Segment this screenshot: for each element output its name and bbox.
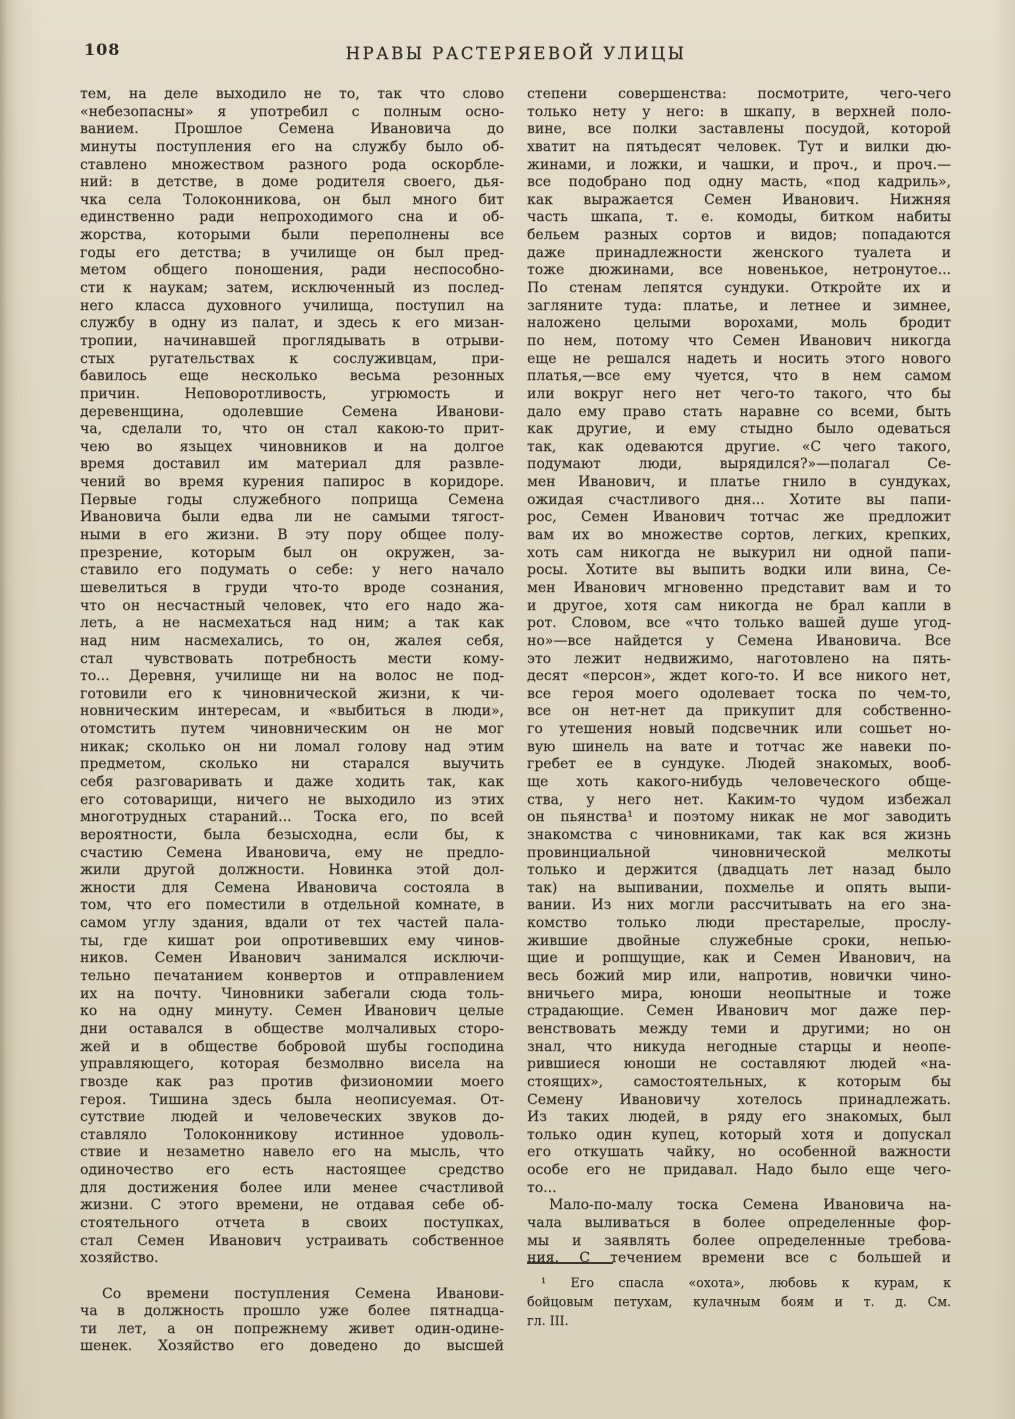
footnote (527, 1262, 951, 1330)
text-line: все подобрано под одну масть, «под кадриль», (527, 174, 951, 191)
text-line: го утешения новый подсвечник или сошьет но- (527, 721, 951, 738)
text-line: ставлено множеством разного рода оскорбле- (80, 156, 504, 173)
text-line: него класса духовного училища, поступил на (80, 297, 504, 314)
text-line: их на почту. Чиновники забегали сюда толь- (80, 985, 504, 1002)
text-line: жорства, которыми были переполнены все (80, 227, 504, 244)
text-line: мы и заявлять более определенные требова- (527, 1232, 951, 1249)
text-line: том, что его поместили в отдельной комнате, в (80, 897, 504, 914)
paragraph (80, 86, 504, 1268)
text-line: особе его не придавал. Надо было еще чего- (527, 1162, 951, 1179)
text-line: никак; сколько он ни ломал голову над этим (80, 738, 504, 755)
text-line: десят «персон», ждет кого-то. И все никого нет, (527, 668, 951, 685)
text-line: бавилось еще несколько весьма резонных (80, 368, 504, 385)
text-line: гвозде как раз против физиономии моего (80, 1073, 504, 1090)
text-line: тельно печатанием конвертов и отправлением (80, 968, 504, 985)
text-line: Первые годы служебного поприща Семена (80, 491, 504, 508)
text-line: новническим интересам, и «выбиться в люди», (80, 703, 504, 720)
text-line: «небезопасны» я употребил с полным осно- (80, 103, 504, 120)
text-line: то... Деревня, училище ни на волос не под- (80, 668, 504, 685)
text-line: стал чувствовать потребность мести кому- (80, 650, 504, 667)
text-line: стоящих», самостоятельных, к которым бы (527, 1073, 951, 1090)
text-line: ванием. Прошлое Семена Ивановича до (80, 121, 504, 138)
text-line: ожидая счастливого дня... Хотите вы папи- (527, 491, 951, 508)
text-line: или вокруг него нет чего-то такого, что бы (527, 385, 951, 402)
text-line: ставило его подумать о себе: у него начало (80, 562, 504, 579)
text-line: Из таких людей, в ряду его знакомых, был (527, 1109, 951, 1126)
text-line: хозяйство. (80, 1250, 159, 1267)
text-line: жили другой должности. Новинка этой дол- (80, 862, 504, 879)
text-line: многотрудных стараний... Тоска его, по всей (80, 809, 504, 826)
text-line: причин. Неповоротливость, угрюмость и (80, 385, 504, 402)
text-line: гл. III. (527, 1313, 569, 1328)
text-line: управляющего, которая безмолвно висела на (80, 1056, 504, 1073)
text-line: даже принадлежности женского туалета и (527, 244, 951, 261)
text-line: ты, где кишат рои опротивевших ему чинов- (80, 932, 504, 949)
text-line: бойцовым петухам, кулачным боям и т. д. См. (527, 1294, 951, 1309)
text-line: рившиеся юноши не составляют людей «на- (527, 1056, 951, 1073)
text-line: единственно ради непроходимого сна и об- (80, 209, 504, 226)
text-line: мен Иванович, и платье гнило в сундуках, (527, 474, 951, 491)
text-line: весь божий мир или, напротив, новички чино- (527, 968, 951, 985)
text-line: Со времени поступления Семена Иванови- (102, 1285, 504, 1302)
text-line: комство только люди престарелые, прослу- (527, 915, 951, 932)
text-line: жности для Семена Ивановича состояла в (80, 879, 504, 896)
text-line: ще хоть какого-нибудь человеческого обще- (527, 773, 951, 790)
text-line: провинциальной чиновнической мелкоты (527, 844, 951, 861)
text-line: для достижения более или менее счастливой (80, 1179, 504, 1196)
text-line: время доставил им материал для развле- (80, 456, 504, 473)
text-line: так, как одеваются другие. «С чего такого, (527, 438, 951, 455)
text-line: тоже дюжинами, все новенькое, нетронутое... (527, 262, 951, 279)
text-line: знал, что никуда негодные старцы и неопе- (527, 1038, 951, 1055)
text-line: как выражается Семен Иванович. Нижняя (527, 191, 951, 208)
text-line: деревенщина, одолевшие Семена Иванови- (80, 403, 504, 420)
text-line: ными в его жизни. В эту пору общее полу- (80, 527, 504, 544)
text-line: по нем, потому что Семен Иванович никогда (527, 332, 951, 349)
page-number: 108 (84, 40, 121, 59)
text-line: метом общего поношения, ради неспособно- (80, 262, 504, 279)
text-line: чка села Толоконникова, он был много бит (80, 191, 504, 208)
text-column-left (80, 86, 504, 1356)
text-line: еще не решался надеть и носить этого нового (527, 350, 951, 367)
text-line: что он несчастный человек, что его надо жа- (80, 597, 504, 614)
text-line: так) на выпивании, похмелье и опять выпи- (527, 879, 951, 896)
text-line: его откушать чайку, но особенной важности (527, 1144, 951, 1161)
text-line: гребет ее в сундуке. Людей знакомых, вооб- (527, 756, 951, 773)
text-line: ний: в детстве, в доме родителя своего, дья- (80, 174, 504, 191)
text-line: рот. Словом, все «что только вашей душе угод- (527, 615, 951, 632)
text-line: жизни. С этого времени, не отдавая себе об- (80, 1197, 504, 1214)
text-line: Мало-по-малу тоска Семена Ивановича на- (549, 1197, 951, 1214)
text-line: загляните туда: платье, и летнее и зимнее, (527, 297, 951, 314)
text-line: только нету у него: в шкапу, в верхней поло- (527, 103, 951, 120)
text-line: Семену Ивановичу хотелось принадлежать. (527, 1091, 951, 1108)
text-line: презрение, которым был он окружен, за- (80, 544, 504, 561)
text-line: чений во время курения папирос в коридоре. (80, 474, 504, 491)
text-line: и другое, хотя сам никогда не брал капли в (527, 597, 951, 614)
text-line: росы. Хотите вы выпить водки или вина, Се- (527, 562, 951, 579)
text-line: то... (527, 1179, 557, 1196)
text-line: ти лет, а он попрежнему живет один-одине- (80, 1320, 504, 1337)
text-line: дни оставался в обществе молчаливых сторо- (80, 1020, 504, 1037)
text-line: службу в одну из палат, и здесь к его мизан- (80, 315, 504, 332)
footnote-rule (527, 1262, 613, 1264)
text-line: тропии, начинавшей проглядывать в отрыви- (80, 332, 504, 349)
paragraph (527, 1197, 951, 1268)
text-line: рос, Семен Иванович тотчас же предложит (527, 509, 951, 526)
text-line: вую шинель на вате и тотчас же навеки по- (527, 738, 951, 755)
text-line: готовили его к чиновнической жизни, к чи- (80, 685, 504, 702)
text-line: вничьего мира, юноши неопытные и тоже (527, 985, 951, 1002)
text-line: ния. С течением времени все с большей и (527, 1250, 951, 1267)
text-line: жинами, и ложки, и чашки, и проч., и проч.— (527, 156, 951, 173)
text-line: хватит на пятьдесят человек. Тут и вилки дю- (527, 138, 951, 155)
text-line: шенек. Хозяйство его доведено до высшей (80, 1338, 504, 1355)
text-line: страдающие. Семен Иванович мог даже пер- (527, 1003, 951, 1020)
text-line: стоятельного отчета в своих поступках, (80, 1215, 504, 1231)
text-line: Ивановича были едва ли не самыми тягост- (80, 509, 504, 526)
text-line: ¹ Его спасла «охота», любовь к курам, к (541, 1275, 951, 1290)
text-line: тем, на деле выходило не то, так что слово (80, 86, 504, 102)
text-line: знакомства с чиновниками, так как вся жизнь (527, 826, 951, 843)
text-line: все он нет-нет да прикупит для собственно- (527, 703, 951, 720)
text-line: но»—все найдется у Семена Ивановича. Все (527, 632, 951, 649)
text-line: ко на одну минуту. Семен Иванович целые (80, 1003, 504, 1020)
text-line: шевелиться в груди что-то вроде сознания, (80, 579, 504, 596)
paragraph (527, 1273, 951, 1330)
text-line: над ним насмехались, то он, жалея себя, (80, 632, 504, 649)
text-line: мен Иванович мгновенно представит вам и то (527, 579, 951, 596)
text-line: счастию Семена Ивановича, ему не предло- (80, 844, 504, 861)
text-line: как другие, и ему стыдно было одеваться (527, 421, 951, 438)
text-line: вине, все полки заставлены посудой, которой (527, 121, 951, 138)
text-line: сутствие людей и человеческих звуков до- (80, 1109, 504, 1126)
text-line: По стенам лепятся сундуки. Откройте их и (527, 280, 951, 297)
text-line: годы его детства; в училище он был пред- (80, 244, 504, 261)
text-line: только и держится (двадцать лет назад было (527, 862, 951, 879)
text-line: все героя моего одолевает тоска по чем-то, (527, 685, 951, 702)
text-line: героя. Тишина здесь была неописуемая. От- (80, 1091, 504, 1108)
text-line: ставляло Толоконникову истинное удоволь- (80, 1126, 504, 1143)
text-line: самом углу здания, вдали от тех частей пала- (80, 915, 504, 932)
text-line: ства, у него нет. Каким-то чудом избежал (527, 791, 951, 808)
text-line: только один купец, который хотя и допускал (527, 1126, 951, 1143)
text-line: ствие и незаметно навело его на мысль, что (80, 1144, 504, 1161)
text-line: стал Семен Иванович устраивать собственное (80, 1232, 504, 1249)
text-line: венствовать между теми и другими; но он (527, 1020, 951, 1037)
text-line: он пьянства¹ и поэтому никак не мог заводить (527, 809, 951, 826)
text-line: жившие двойные служебные сроки, непью- (527, 932, 951, 949)
text-line: часть шкапа, т. е. комоды, битком набиты (527, 209, 951, 226)
text-line: себя разговаривать и даже ходить так, как (80, 773, 504, 790)
paragraph (527, 86, 951, 1197)
text-line: бельем разных сортов и видов; попадаются (527, 227, 951, 244)
text-line: минуты поступления его на службу было об- (80, 138, 504, 155)
text-line: отомстить путем чиновническим он не мог (80, 721, 504, 738)
text-line: сти к наукам; затем, исключенный из послед- (80, 280, 504, 297)
text-line: хоть сам никогда не выкурил ни одной папи- (527, 544, 951, 561)
text-line: вании. Из них могли рассчитывать на его зна- (527, 897, 951, 914)
running-header: НРАВЫ РАСТЕРЯЕВОЙ УЛИЦЫ (345, 44, 687, 63)
text-line: платья,—все ему чуется, что в нем самом (527, 368, 951, 385)
text-line: жей и в обществе бобровой шубы господина (80, 1038, 504, 1055)
paragraph (80, 1286, 504, 1357)
text-line: вероятности, была безысходна, если бы, к (80, 826, 504, 843)
footnote-text (527, 1273, 951, 1330)
text-line: подумают люди, вырядился?»—полагал Се- (527, 456, 951, 473)
text-line: одиночество его есть настоящее средство (80, 1162, 504, 1179)
text-line: предметом, сколько ни старался выучить (80, 756, 504, 773)
text-column-right (527, 86, 951, 1268)
text-line: его сотоварищи, ничего не выходило из этих (80, 791, 504, 808)
text-line: дало ему право стать наравне со всеми, быть (527, 403, 951, 420)
text-line: стых ругательствах к сослуживцам, при- (80, 350, 504, 367)
text-line: степени совершенства: посмотрите, чего-чего (527, 86, 951, 102)
text-line: ча, сделали то, что он стал какою-то прит- (80, 421, 504, 438)
text-line: ча в должность прошло уже более пятнадца- (80, 1303, 504, 1320)
text-line: щие и ропщущие, как и Семен Иванович, на (527, 950, 951, 967)
text-line: это лежит недвижимо, наготовлено на пять- (527, 650, 951, 667)
text-line: наложено целыми ворохами, моль бродит (527, 315, 951, 332)
text-line: чала выливаться в более определенные фор- (527, 1215, 951, 1231)
text-line: леть, а не насмехаться над ним; а так как (80, 615, 504, 632)
text-line: чею во языцех чиновников и на долгое (80, 438, 504, 455)
text-line: вам их во множестве сортов, легких, крепких, (527, 527, 951, 544)
text-line: ников. Семен Иванович занимался исключи- (80, 950, 504, 967)
